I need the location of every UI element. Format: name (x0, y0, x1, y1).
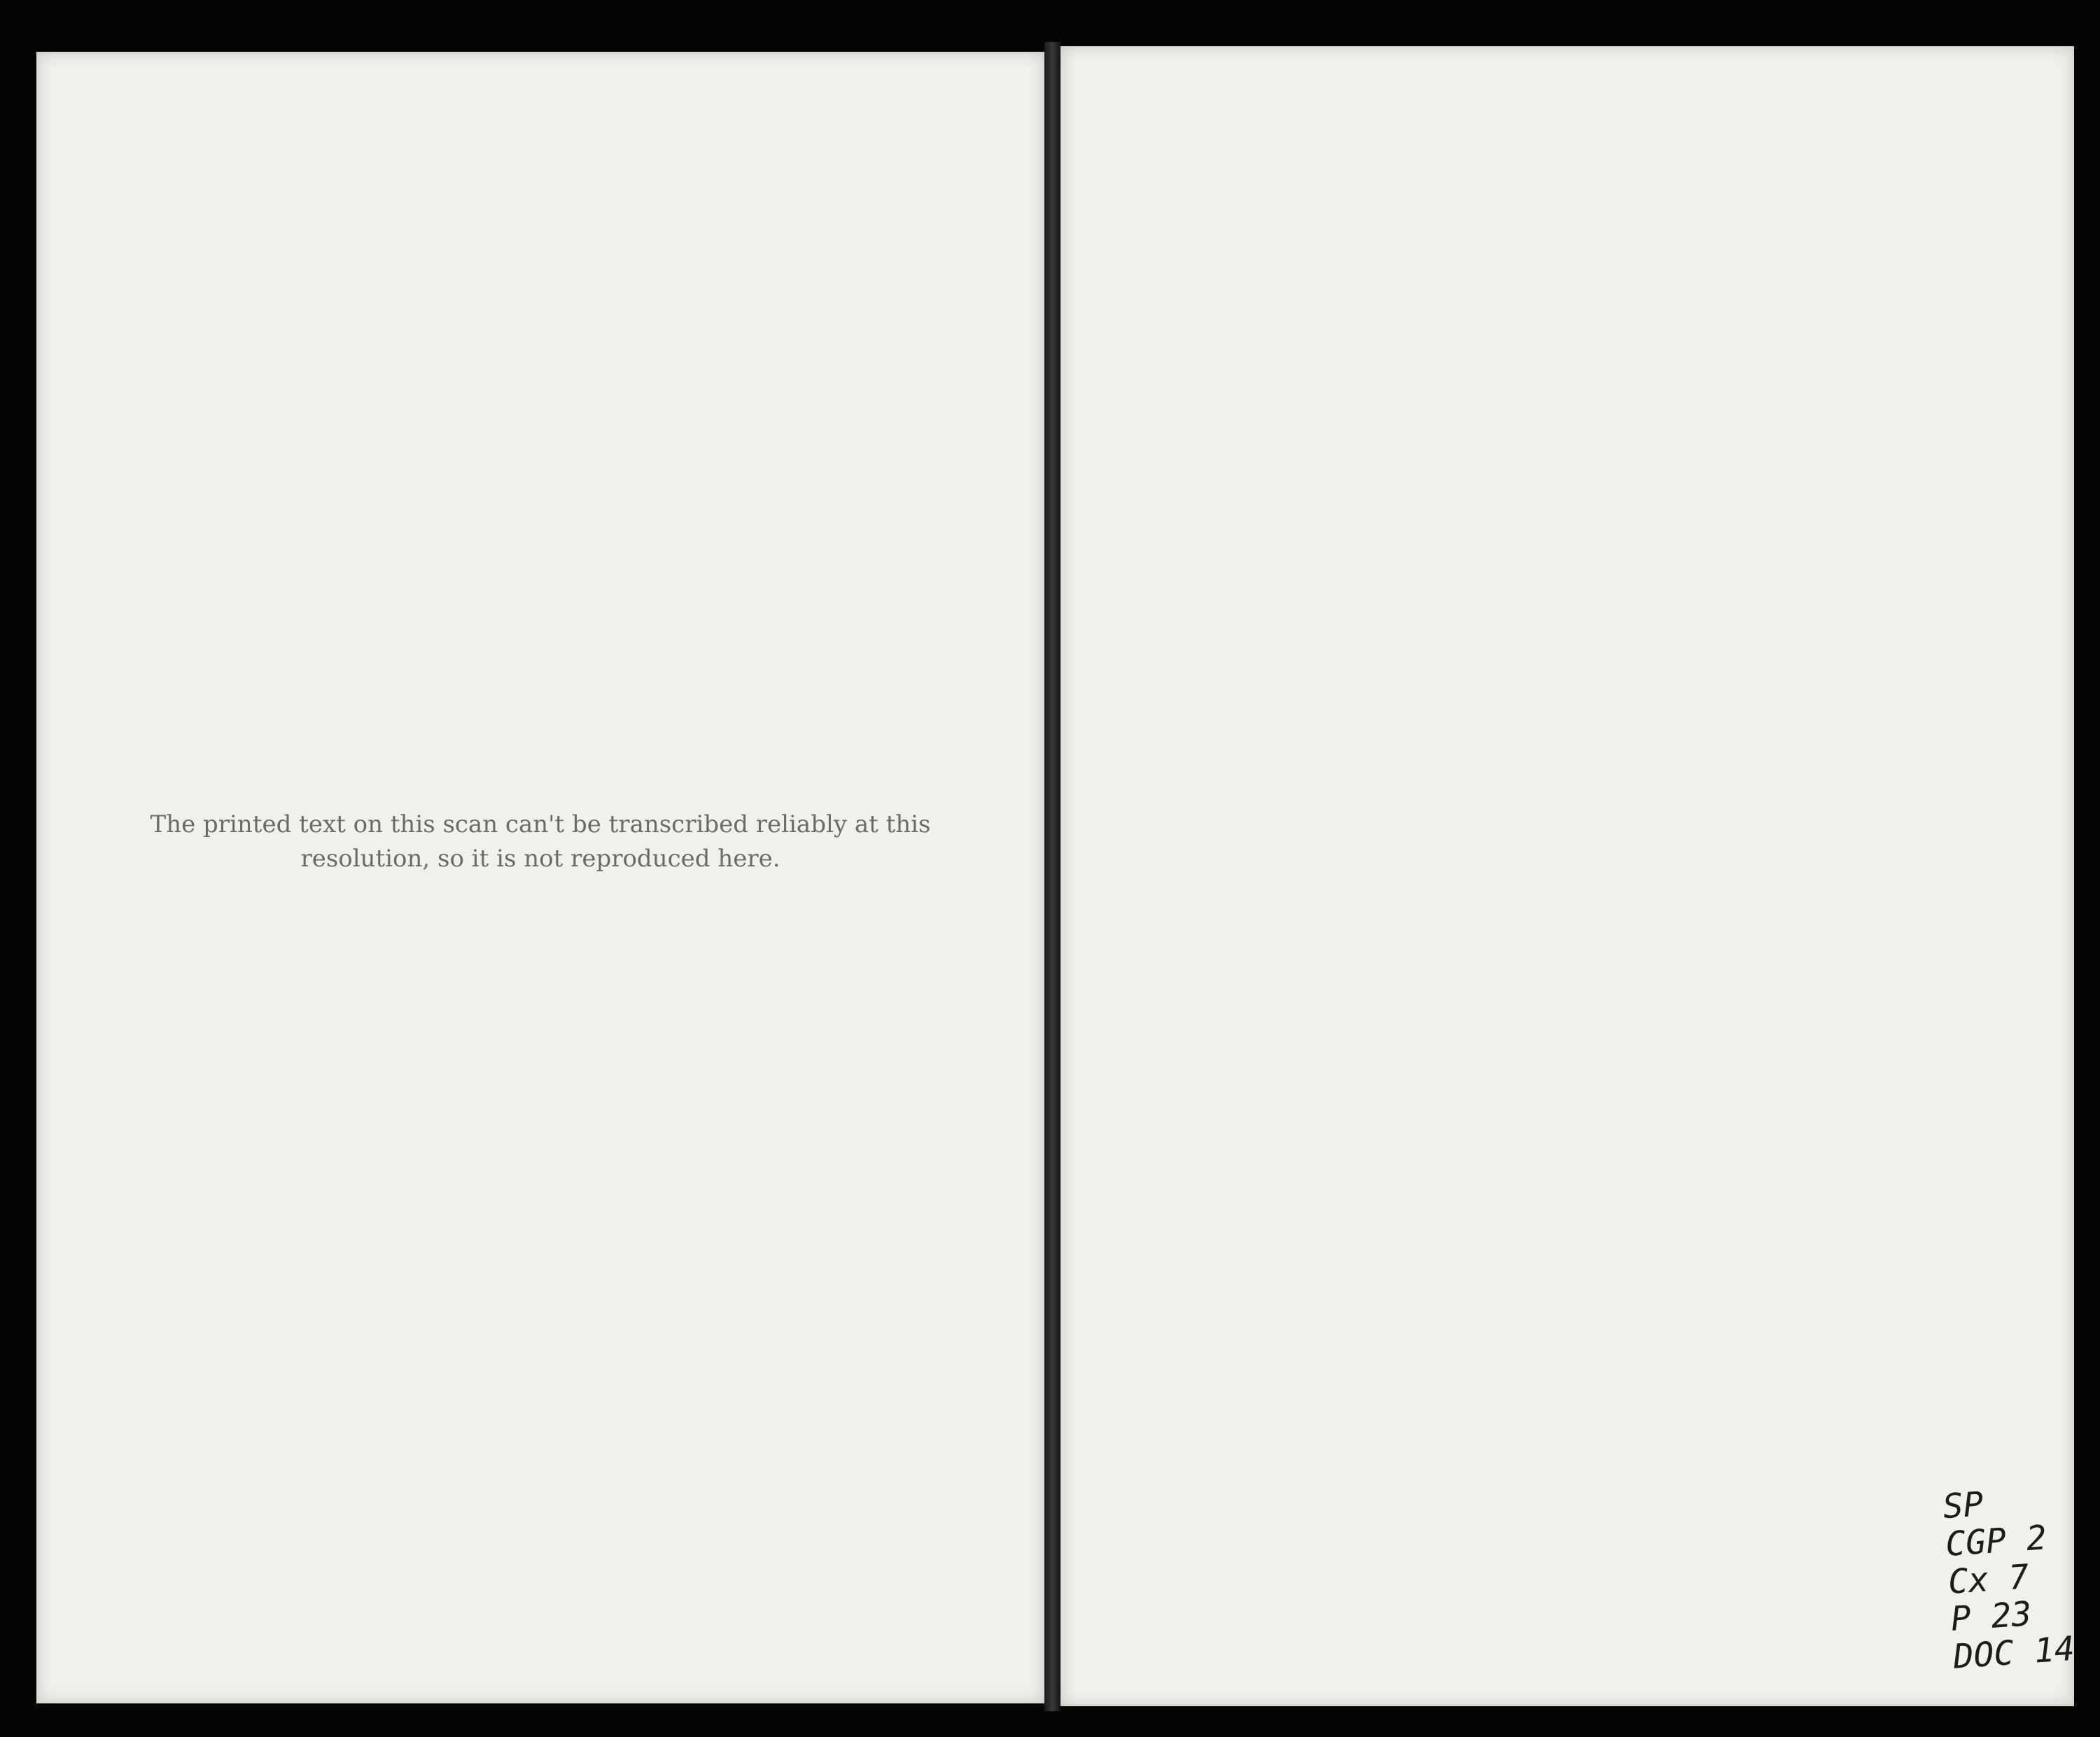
archive-marks (1942, 1480, 2076, 1676)
archive-mark: DOC 14 (1952, 1629, 2076, 1677)
transcription-notice: The printed text on this scan can't be transcribed reliably at this resolution, so it is not reproduced here. (150, 810, 931, 873)
left-page (36, 52, 1044, 1703)
archive-mark: SP (1941, 1484, 1985, 1527)
archive-mark: P 23 (1949, 1594, 2033, 1640)
right-page (1060, 46, 2074, 1706)
book-gutter (1044, 42, 1060, 1711)
archive-mark: Cx 7 (1947, 1556, 2031, 1602)
archive-mark: CGP 2 (1944, 1517, 2048, 1564)
